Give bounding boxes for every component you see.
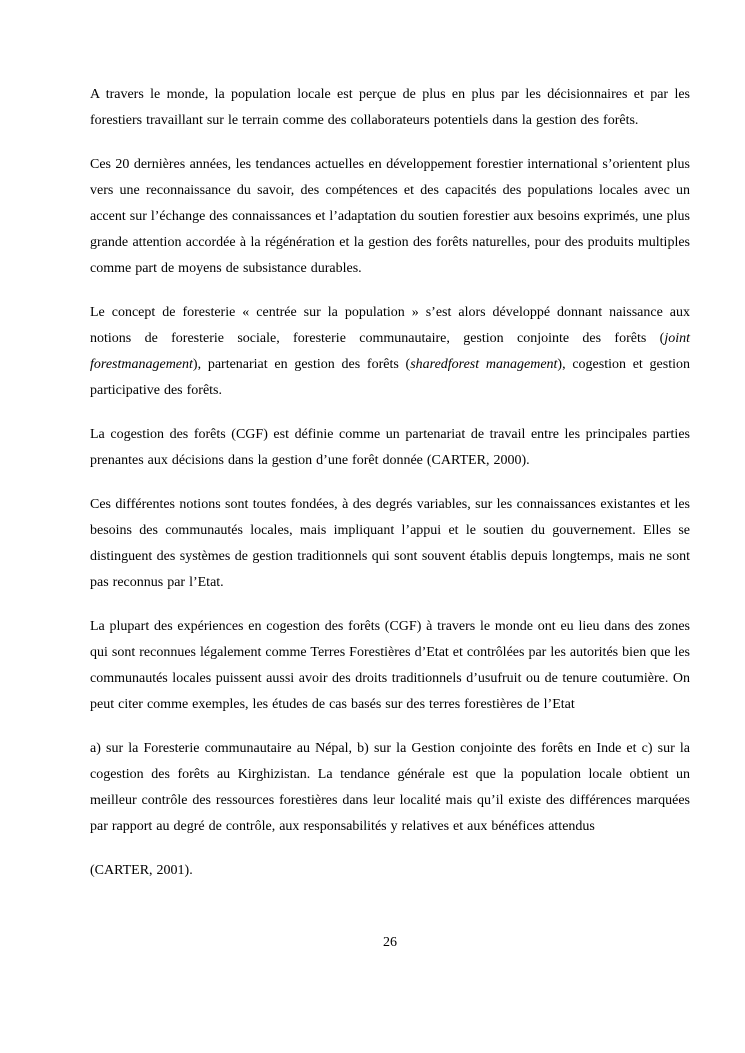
paragraph-3 [90,300,690,404]
italic-term-joint-forest-management: joint forestmanagement [90,331,690,372]
paragraph-6: La plupart des expériences en cogestion des forêts (CGF) à travers le monde ont eu lieu dans des zones qui sont reconnues légalement comme Terres Forestières d’Etat et contrôlées par les autorités bien que les communautés locales puissent aussi avoir des droits traditionnels d’usufruit ou de tenure coutumière. On peut citer comme exemples, les études de cas basés sur des terres forestières de l’Etat [90,619,690,712]
text-segment: ), cogestion et gestion participative des forêts. [90,357,690,398]
paragraph-1: A travers le monde, la population locale est perçue de plus en plus par les décisionnaires et par les forestiers travaillant sur le terrain comme des collaborateurs potentiels dans la gestion des forêts. [90,87,690,128]
paragraph-7: a) sur la Foresterie communautaire au Népal, b) sur la Gestion conjointe des forêts en Inde et c) sur la cogestion des forêts au Kirghizistan. La tendance générale est que la population locale obtient un meilleur contrôle des ressources forestières dans leur localité mais qu’il existe des différences marquées par rapport au degré de contrôle, aux responsabilités y relatives et aux bénéfices attendus [90,741,690,834]
italic-term-shared-forest-management: sharedforest management [410,357,558,372]
paragraph-4: La cogestion des forêts (CGF) est définie comme un partenariat de travail entre les principales parties prenantes aux décisions dans la gestion d’une forêt donnée (CARTER, 2000). [90,427,690,468]
page-number: 26 [383,935,397,950]
paragraph-5: Ces différentes notions sont toutes fondées, à des degrés variables, sur les connaissances existantes et les besoins des communautés locales, mais impliquant l’appui et le soutien du gouvernement. Elles se distinguent des systèmes de gestion traditionnels qui sont souvent établis depuis longtemps, mais ne sont pas reconnus par l’Etat. [90,497,690,590]
text-segment: ), partenariat en gestion des forêts ( [192,357,411,372]
paragraph-8-citation: (CARTER, 2001). [90,863,193,878]
page-content [90,82,690,902]
text-segment: Le concept de foresterie « centrée sur la population » s’est alors développé donnant naissance aux notions de foresterie sociale, foresterie communautaire, gestion conjointe des forêts ( [90,305,690,346]
paragraph-2: Ces 20 dernières années, les tendances actuelles en développement forestier international s’orientent plus vers une reconnaissance du savoir, des compétences et des capacités des populations locales avec un accent sur l’échange des connaissances et l’adaptation du soutien forestier aux besoins exprimés, une plus grande attention accordée à la régénération et la gestion des forêts naturelles, pour des produits multiples comme part de moyens de subsistance durables. [90,157,690,276]
